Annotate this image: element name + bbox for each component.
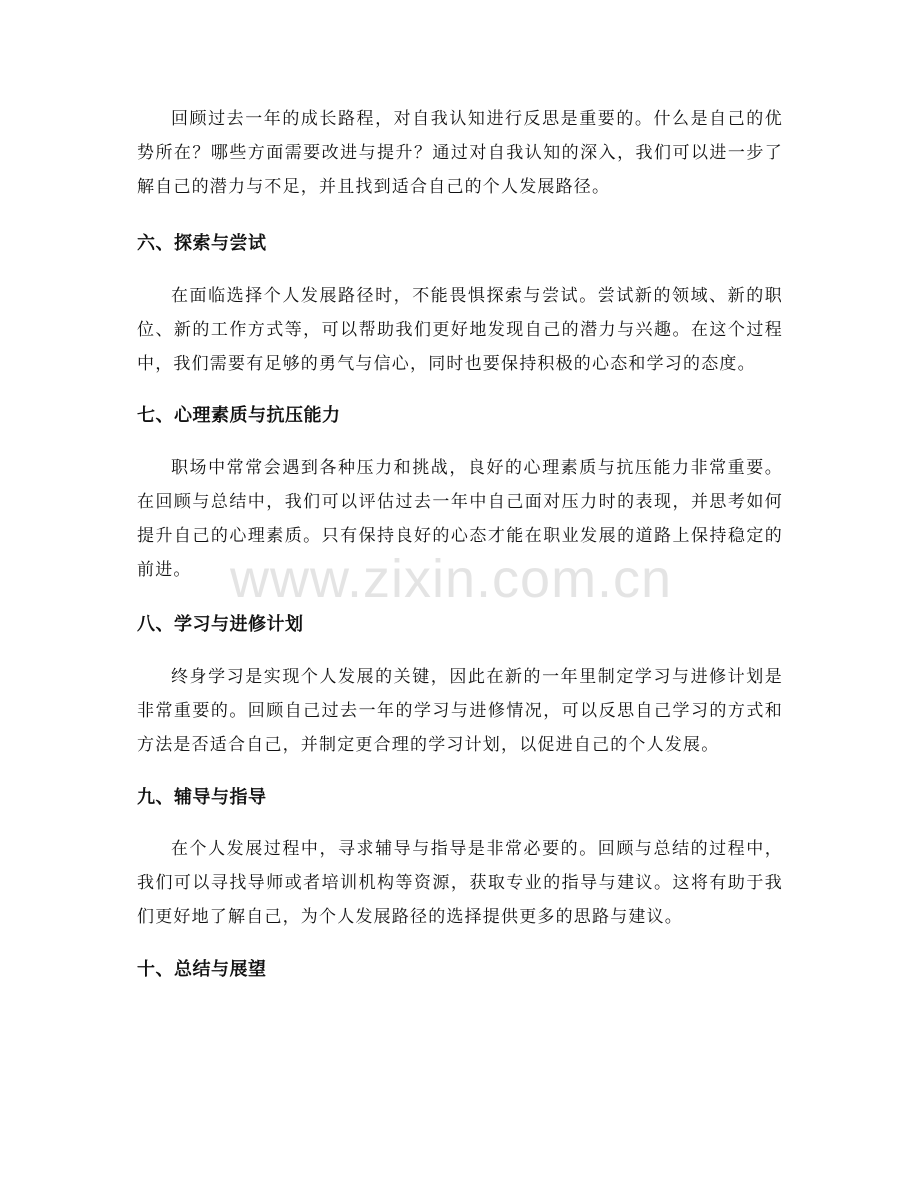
intro-paragraph: 回顾过去一年的成长路程，对自我认知进行反思是重要的。什么是自己的优势所在？哪些方面需要改进与提升？通过对自我认知的深入，我们可以进一步了解自己的潜力与不足，并且找到适合自己的个人发展路径。 (137, 109, 783, 197)
section-heading-6: 六、探索与尝试 (137, 233, 267, 254)
section-heading-8: 八、学习与进修计划 (137, 614, 304, 635)
section-body-6: 在面临选择个人发展路径时，不能畏惧探索与尝试。尝试新的领域、新的职位、新的工作方式等，可以帮助我们更好地发现自己的潜力与兴趣。在这个过程中，我们需要有足够的勇气与信心，同时也要保持积极的心态和学习的态度。 (137, 286, 783, 374)
watermark-text: www.zixin.com.cn (230, 549, 673, 609)
section-heading-7: 七、心理素质与抗压能力 (137, 405, 341, 426)
section-body-7: 职场中常常会遇到各种压力和挑战，良好的心理素质与抗压能力非常重要。在回顾与总结中，我们可以评估过去一年中自己面对压力时的表现，并思考如何提升自己的心理素质。只有保持良好的心态才能在职业发展的道路上保持稳定的前进。 (137, 458, 783, 580)
section-body-8: 终身学习是实现个人发展的关键，因此在新的一年里制定学习与进修计划是非常重要的。回顾自己过去一年的学习与进修情况，可以反思自己学习的方式和方法是否适合自己，并制定更合理的学习计划，以促进自己的个人发展。 (137, 667, 783, 755)
section-body-9: 在个人发展过程中，寻求辅导与指导是非常必要的。回顾与总结的过程中，我们可以寻找导师或者培训机构等资源，获取专业的指导与建议。这将有助于我们更好地了解自己，为个人发展路径的选择提供更多的思路与建议。 (137, 839, 783, 927)
section-heading-9: 九、辅导与指导 (137, 787, 267, 808)
section-heading-10: 十、总结与展望 (137, 959, 267, 980)
